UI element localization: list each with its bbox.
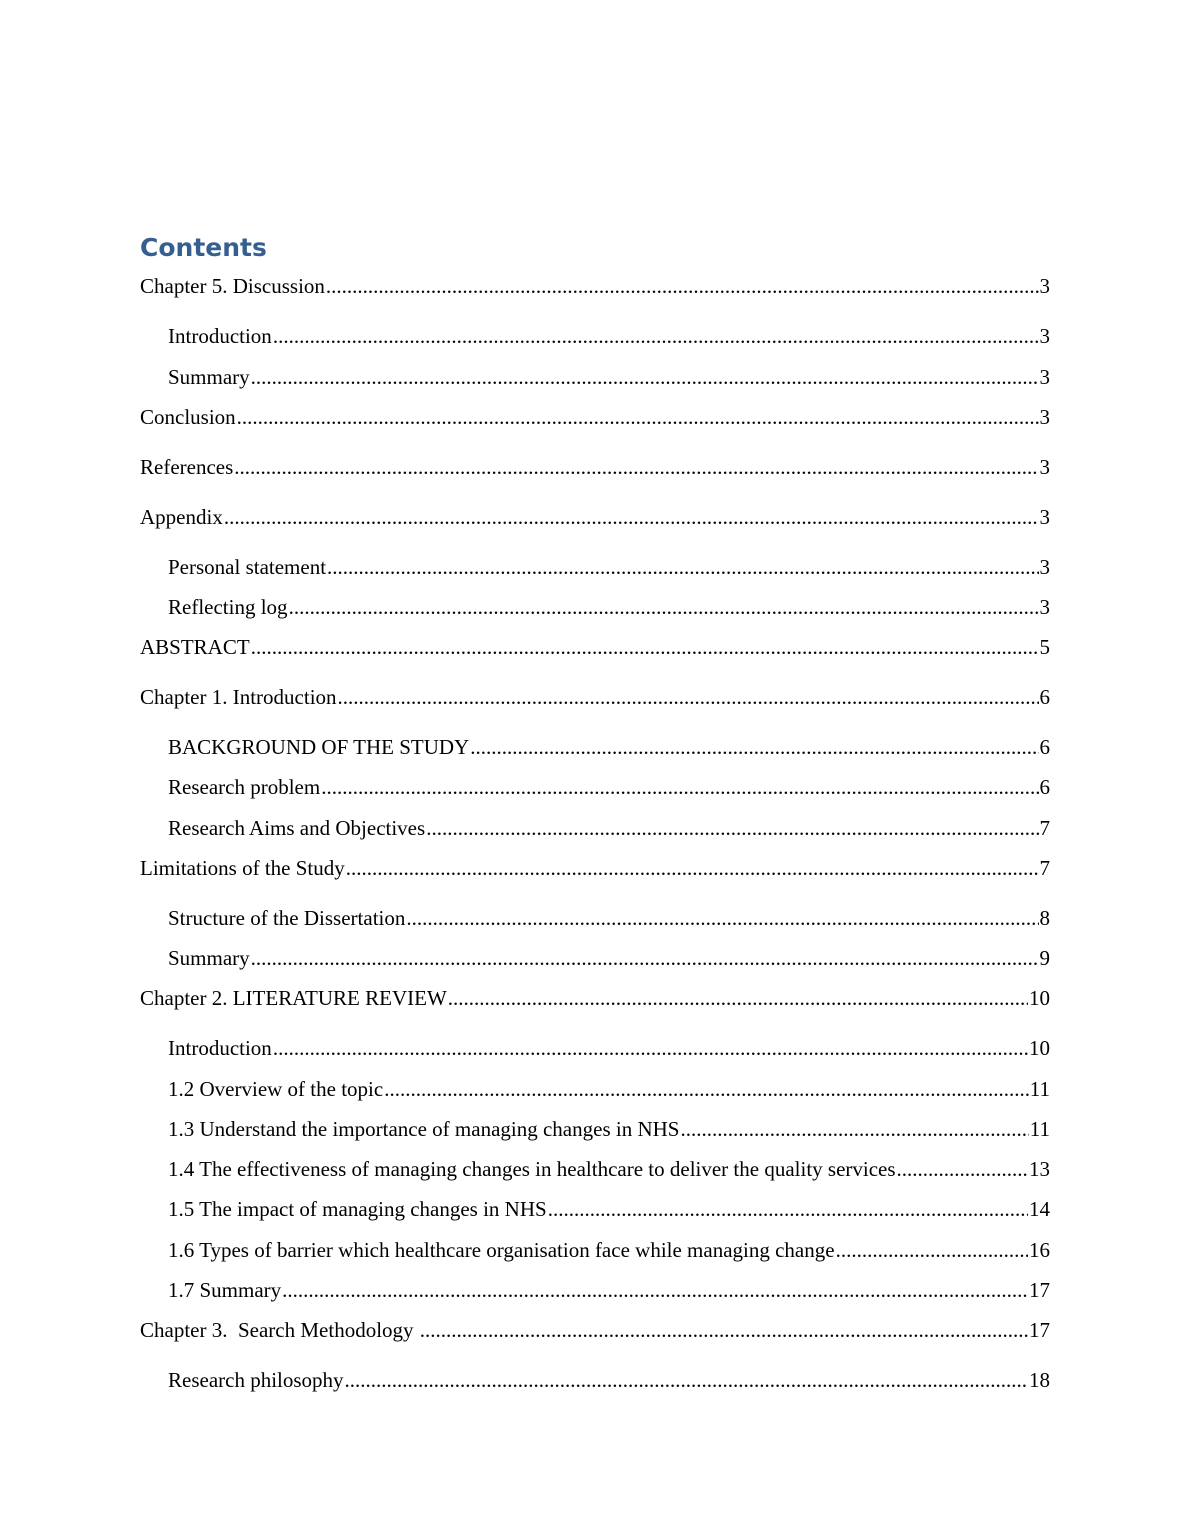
toc-dot-leader xyxy=(836,1237,1028,1263)
toc-entry[interactable] xyxy=(168,734,1050,760)
toc-entry-page: 6 xyxy=(1039,685,1050,709)
toc-entry-page: 16 xyxy=(1029,1238,1050,1262)
toc-dot-leader xyxy=(346,855,1039,881)
toc-entry[interactable] xyxy=(140,684,1050,710)
toc-entry-title: Appendix xyxy=(140,505,223,529)
toc-dot-leader xyxy=(897,1156,1028,1182)
toc-dot-leader xyxy=(251,364,1039,390)
toc-entry-title: 1.2 Overview of the topic xyxy=(168,1077,384,1101)
toc-entry[interactable] xyxy=(140,404,1050,430)
toc-entry-title: Structure of the Dissertation xyxy=(168,906,406,930)
toc-entry[interactable] xyxy=(168,1237,1050,1263)
toc-entry-title: Research philosophy xyxy=(168,1368,344,1392)
toc-entry-page: 6 xyxy=(1039,775,1050,799)
toc-entry[interactable] xyxy=(168,594,1050,620)
toc-dot-leader xyxy=(282,1277,1028,1303)
toc-entry-title: BACKGROUND OF THE STUDY xyxy=(168,735,470,759)
toc-entry[interactable] xyxy=(168,1277,1050,1303)
toc-entry-page: 3 xyxy=(1039,555,1050,579)
toc-entry-page: 17 xyxy=(1029,1318,1050,1342)
toc-entry-page: 9 xyxy=(1039,946,1050,970)
toc-entry[interactable] xyxy=(168,554,1050,580)
toc-dot-leader xyxy=(448,985,1028,1011)
toc-entry[interactable] xyxy=(168,364,1050,390)
toc-dot-leader xyxy=(548,1196,1028,1222)
toc-entry-title: Chapter 3. Search Methodology xyxy=(140,1318,419,1342)
toc-entry-page: 18 xyxy=(1029,1368,1050,1392)
toc-dot-leader xyxy=(406,905,1038,931)
toc-entry[interactable] xyxy=(140,504,1050,530)
toc-dot-leader xyxy=(237,404,1039,430)
toc-entry-page: 10 xyxy=(1029,1036,1050,1060)
toc-entry-title: ABSTRACT xyxy=(140,635,250,659)
toc-entry[interactable] xyxy=(168,1196,1050,1222)
toc-entry[interactable] xyxy=(140,634,1050,660)
toc-entry-title: Summary xyxy=(168,946,250,970)
toc-entry-page: 17 xyxy=(1029,1278,1050,1302)
toc-entry-page: 3 xyxy=(1039,405,1050,429)
toc-entry-page: 10 xyxy=(1029,986,1050,1010)
toc-entry[interactable] xyxy=(140,985,1050,1011)
toc-entry-page: 5 xyxy=(1039,635,1050,659)
toc-entry-title: Introduction xyxy=(168,1036,272,1060)
toc-entry-title: Personal statement xyxy=(168,555,327,579)
toc-entry-title: Conclusion xyxy=(140,405,236,429)
toc-entry[interactable] xyxy=(168,774,1050,800)
toc-dot-leader xyxy=(251,945,1039,971)
toc-entry-page: 3 xyxy=(1039,365,1050,389)
toc-entry-title: Chapter 2. LITERATURE REVIEW xyxy=(140,986,447,1010)
toc-entry[interactable] xyxy=(168,815,1050,841)
toc-entry[interactable] xyxy=(168,323,1050,349)
toc-entry-page: 11 xyxy=(1029,1117,1050,1141)
toc-entry-title: 1.7 Summary xyxy=(168,1278,282,1302)
toc-entry-page: 11 xyxy=(1029,1077,1050,1101)
toc-dot-leader xyxy=(321,774,1038,800)
toc-entry[interactable] xyxy=(168,1076,1050,1102)
toc-entry-title: Chapter 5. Discussion xyxy=(140,274,325,298)
toc-dot-leader xyxy=(326,273,1039,299)
toc-entry-title: 1.6 Types of barrier which healthcare organisation face while managing change xyxy=(168,1238,835,1262)
toc-entry[interactable] xyxy=(168,905,1050,931)
toc-entry-title: 1.5 The impact of managing changes in NHS xyxy=(168,1197,547,1221)
toc-heading: Contents xyxy=(140,233,267,262)
toc-entry-page: 3 xyxy=(1039,595,1050,619)
toc-dot-leader xyxy=(234,454,1038,480)
toc-dot-leader xyxy=(273,1035,1028,1061)
toc-entry[interactable] xyxy=(168,1035,1050,1061)
toc-dot-leader xyxy=(289,594,1039,620)
toc-dot-leader xyxy=(384,1076,1029,1102)
toc-entry-page: 3 xyxy=(1039,274,1050,298)
toc-dot-leader xyxy=(470,734,1038,760)
toc-entry[interactable] xyxy=(140,454,1050,480)
toc-entry-title: References xyxy=(140,455,234,479)
toc-entry-page: 7 xyxy=(1039,816,1050,840)
toc-entry-title: Limitations of the Study xyxy=(140,856,345,880)
toc-entry[interactable] xyxy=(168,945,1050,971)
toc-entry[interactable] xyxy=(140,273,1050,299)
toc-entry-page: 6 xyxy=(1039,735,1050,759)
toc-entry-title: 1.3 Understand the importance of managing changes in NHS xyxy=(168,1117,680,1141)
toc-entry-page: 3 xyxy=(1039,505,1050,529)
toc-entry[interactable] xyxy=(168,1367,1050,1393)
toc-dot-leader xyxy=(426,815,1038,841)
toc-dot-leader xyxy=(224,504,1039,530)
toc-entry-page: 14 xyxy=(1029,1197,1050,1221)
toc-entry-title: 1.4 The effectiveness of managing changes in healthcare to deliver the quality services xyxy=(168,1157,896,1181)
toc-entry-title: Reflecting log xyxy=(168,595,288,619)
toc-entry-title: Research problem xyxy=(168,775,321,799)
toc-entry[interactable] xyxy=(168,1156,1050,1182)
toc-entry-page: 3 xyxy=(1039,324,1050,348)
toc-entry[interactable] xyxy=(168,1116,1050,1142)
toc-dot-leader xyxy=(338,684,1039,710)
toc-entry-page: 8 xyxy=(1039,906,1050,930)
toc-dot-leader xyxy=(273,323,1039,349)
toc-entry-title: Chapter 1. Introduction xyxy=(140,685,337,709)
toc-entry[interactable] xyxy=(140,855,1050,881)
toc-dot-leader xyxy=(345,1367,1028,1393)
toc-entry-title: Introduction xyxy=(168,324,272,348)
toc-entry-title: Summary xyxy=(168,365,250,389)
toc-entry-title: Research Aims and Objectives xyxy=(168,816,426,840)
toc-dot-leader xyxy=(680,1116,1028,1142)
toc-dot-leader xyxy=(251,634,1039,660)
toc-entry[interactable] xyxy=(140,1317,1050,1343)
toc-dot-leader xyxy=(420,1317,1028,1343)
toc-dot-leader xyxy=(327,554,1038,580)
toc-entry-page: 13 xyxy=(1029,1157,1050,1181)
toc-entry-page: 7 xyxy=(1039,856,1050,880)
toc-entry-page: 3 xyxy=(1039,455,1050,479)
